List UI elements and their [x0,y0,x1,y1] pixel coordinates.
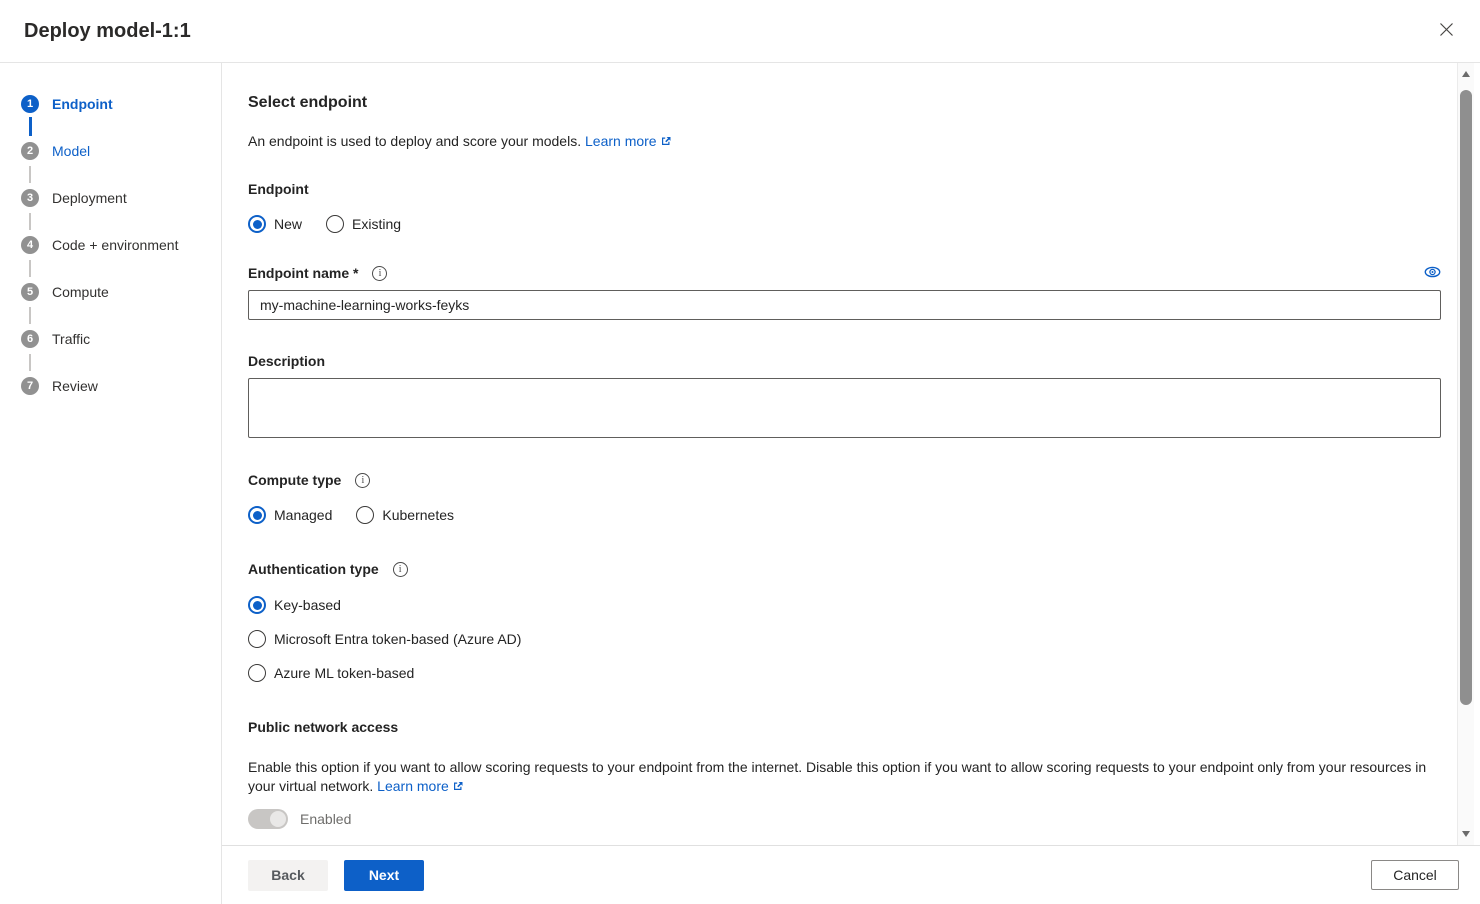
wizard-stepper [0,63,222,904]
step-connector [21,254,39,283]
radio-selected-icon [248,506,266,524]
radio-existing[interactable] [326,215,401,233]
endpoint-label: Endpoint [248,181,309,197]
eye-icon[interactable] [1424,265,1441,281]
radio-unselected-icon [356,506,374,524]
auth-type-header [248,560,1441,578]
scrollbar-thumb[interactable] [1460,90,1472,705]
step-number-badge: 7 [21,377,39,395]
radio-managed[interactable] [248,506,332,524]
step-label: Compute [52,284,109,300]
dialog-header [0,0,1480,63]
close-icon [1439,22,1454,40]
info-icon[interactable]: i [393,562,408,577]
endpoint-name-header [248,264,1441,282]
radio-new[interactable] [248,215,302,233]
cancel-button[interactable]: Cancel [1371,860,1459,890]
learn-more-link[interactable]: Learn more [377,778,464,794]
step-connector [21,301,39,330]
step-number-badge: 4 [21,236,39,254]
scrollable-form [222,63,1480,845]
step-deployment[interactable] [21,189,221,207]
endpoint-name-label: Endpoint name * [248,265,359,281]
step-endpoint[interactable] [21,95,221,113]
public-network-toggle[interactable] [248,809,288,829]
radio-label: Key-based [274,597,341,613]
description-label: Description [248,353,326,369]
step-model[interactable] [21,142,221,160]
step-number-badge: 1 [21,95,39,113]
scroll-down-icon[interactable] [1462,831,1470,837]
radio-label: Azure ML token-based [274,665,415,681]
radio-label: Managed [274,507,333,523]
step-code-environment[interactable] [21,236,221,254]
radio-unselected-icon [248,664,266,682]
step-connector [21,160,39,189]
learn-more-link[interactable]: Learn more [585,133,672,149]
page-title: Select endpoint [248,94,368,111]
next-button[interactable]: Next [344,860,424,891]
step-connector [21,348,39,377]
radio-selected-icon [248,596,266,614]
toggle-state-label: Enabled [300,811,352,827]
toggle-knob [270,811,286,827]
main-panel [222,63,1480,904]
vertical-scrollbar[interactable] [1457,63,1474,845]
wizard-footer [222,845,1480,904]
back-button[interactable]: Back [248,860,328,891]
compute-type-radio-group [248,506,1441,524]
radio-unselected-icon [248,630,266,648]
public-network-toggle-row [248,809,1441,829]
external-link-icon [452,778,464,797]
step-label: Traffic [52,331,91,347]
radio-unselected-icon [326,215,344,233]
radio-entra-token[interactable] [248,630,1441,648]
step-traffic[interactable] [21,330,221,348]
step-number-badge: 6 [21,330,39,348]
step-compute[interactable] [21,283,221,301]
radio-key-based[interactable] [248,596,1441,614]
description-textarea[interactable] [248,378,1441,438]
radio-kubernetes[interactable] [356,506,454,524]
step-number-badge: 3 [21,189,39,207]
step-label: Model [52,143,91,159]
step-number-badge: 5 [21,283,39,301]
auth-type-radio-group [248,596,1441,682]
radio-label: Existing [352,216,402,232]
radio-label: New [274,216,303,232]
compute-type-header [248,471,1441,489]
info-icon[interactable]: i [372,266,387,281]
radio-azureml-token[interactable] [248,664,1441,682]
auth-type-label: Authentication type [248,561,379,577]
intro-text: An endpoint is used to deploy and score your models. Learn more [248,132,1441,152]
step-label: Endpoint [52,96,113,112]
endpoint-name-input[interactable] [248,290,1441,320]
compute-type-label: Compute type [248,472,342,488]
radio-selected-icon [248,215,266,233]
step-connector [21,207,39,236]
endpoint-radio-group [248,215,1441,233]
step-number-badge: 2 [21,142,39,160]
public-network-description: Enable this option if you want to allow scoring requests to your endpoint from the internet. Disable this option if you want to allow scoring requests to your endpoint only from your resources in your virtual network. Learn more [248,758,1441,797]
scroll-up-icon[interactable] [1462,71,1470,77]
dialog-title: Deploy model-1:1 [24,19,191,42]
radio-label: Microsoft Entra token-based (Azure AD) [274,631,522,647]
step-label: Review [52,378,98,394]
step-label: Code + environment [52,237,179,253]
step-connector [21,113,39,142]
radio-label: Kubernetes [382,507,454,523]
external-link-icon [660,133,672,152]
public-network-label: Public network access [248,719,399,735]
close-button[interactable] [1434,19,1458,43]
step-label: Deployment [52,190,127,206]
step-review[interactable] [21,377,221,395]
info-icon[interactable]: i [355,473,370,488]
